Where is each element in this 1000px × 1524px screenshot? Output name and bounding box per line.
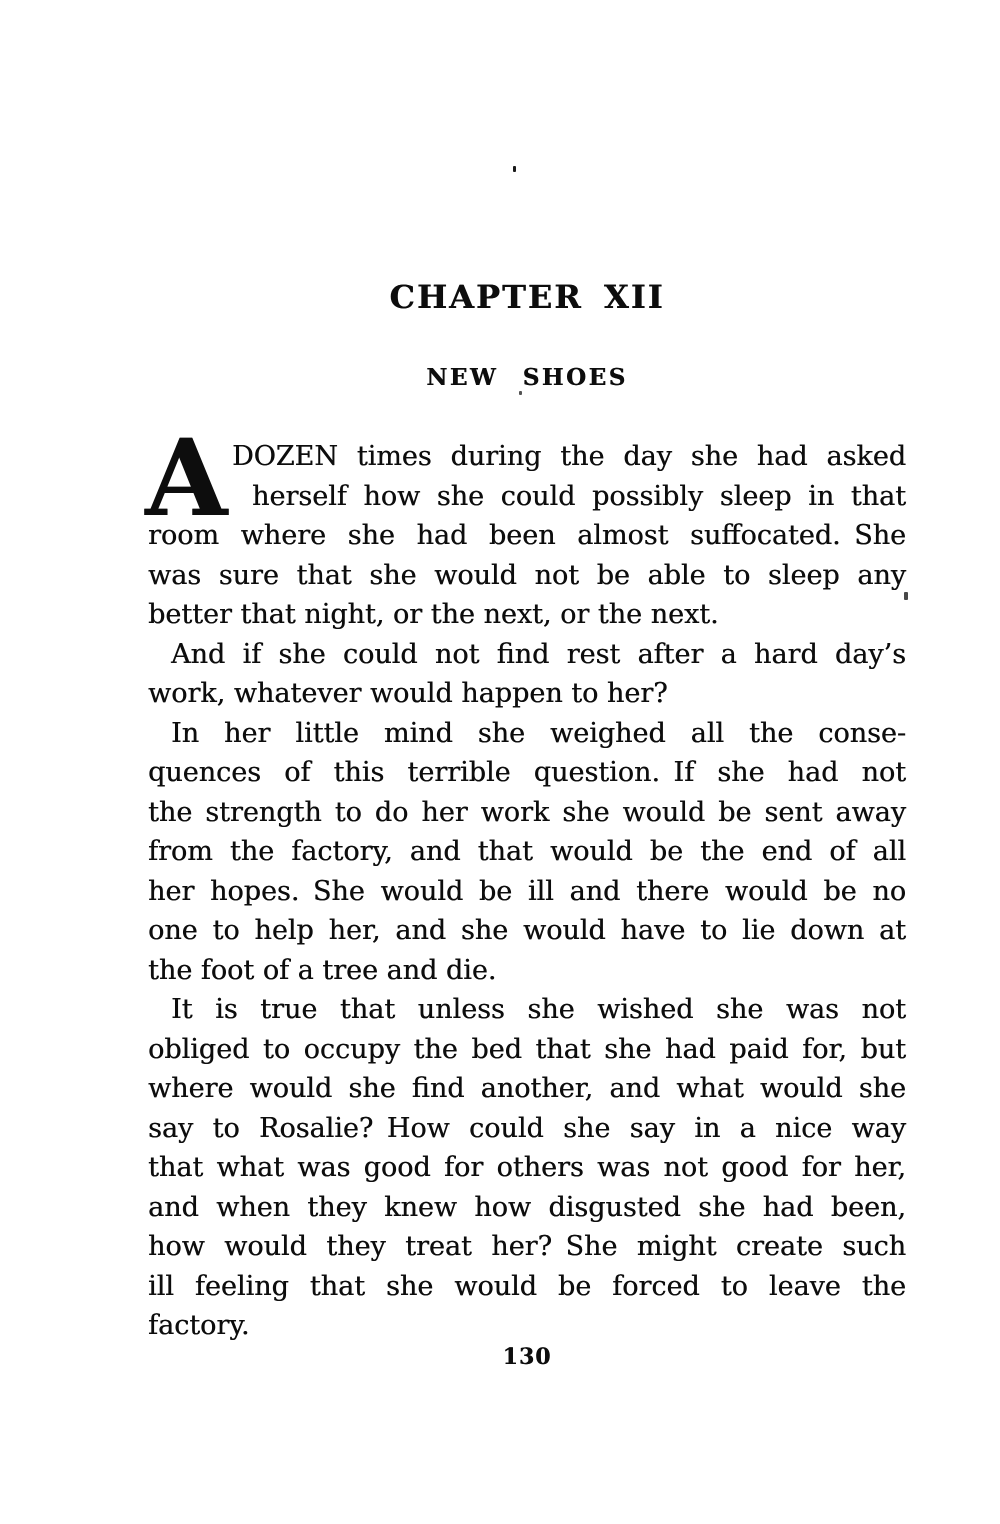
paragraph <box>148 635 906 714</box>
text-line: work, whatever would happen to her? <box>148 678 668 709</box>
text-block <box>145 415 906 1346</box>
page-number: 130 <box>502 1344 552 1370</box>
text-line: factory. <box>148 1310 250 1341</box>
text-line: where would she find another, and what would she <box>148 1073 906 1104</box>
text-line: was sure that she would not be able to sleep any <box>148 559 906 591</box>
text-line: the foot of a tree and die. <box>148 954 497 986</box>
text-line: that what was good for others was not good for her, <box>148 1152 906 1183</box>
dropcap-letter: A <box>145 415 228 540</box>
text-line: one to help her, and she would have to lie down at <box>148 915 906 946</box>
text-line: It is true that unless she wished she was not <box>171 994 906 1025</box>
text-line: ill feeling that she would be forced to leave the <box>148 1270 906 1302</box>
text-line: the strength to do her work she would be sent away <box>148 796 906 828</box>
text-line: her hopes. She would be ill and there would be no <box>148 875 906 907</box>
paragraph <box>145 415 906 635</box>
text-line: say to Rosalie? How could she say in a nice way <box>148 1112 906 1144</box>
text-line: quences of this terrible question. If she had not <box>148 757 906 788</box>
scan-speck <box>519 391 522 395</box>
text-line: how would they treat her? She might create such <box>148 1231 906 1262</box>
chapter-heading: CHAPTER XII <box>389 278 665 316</box>
text-line: obliged to occupy the bed that she had paid for, but <box>148 1033 906 1065</box>
text-line: And if she could not find rest after a hard day’s <box>171 638 906 670</box>
text-line: from the factory, and that would be the end of all <box>148 836 906 867</box>
text-line: In her little mind she weighed all the conse- <box>171 717 906 749</box>
text-line: herself how she could possibly sleep in that <box>252 480 906 512</box>
text-line: DOZEN times during the day she had asked <box>232 441 906 472</box>
paragraph <box>148 990 906 1346</box>
text-line: better that night, or the next, or the next. <box>148 599 719 630</box>
text-line: room where she had been almost suffocated. She <box>148 520 906 551</box>
text-line: and when they knew how disgusted she had been, <box>148 1191 906 1223</box>
paragraph <box>148 714 906 991</box>
chapter-subtitle: NEW SHOES <box>426 364 628 391</box>
scan-speck <box>513 166 516 172</box>
